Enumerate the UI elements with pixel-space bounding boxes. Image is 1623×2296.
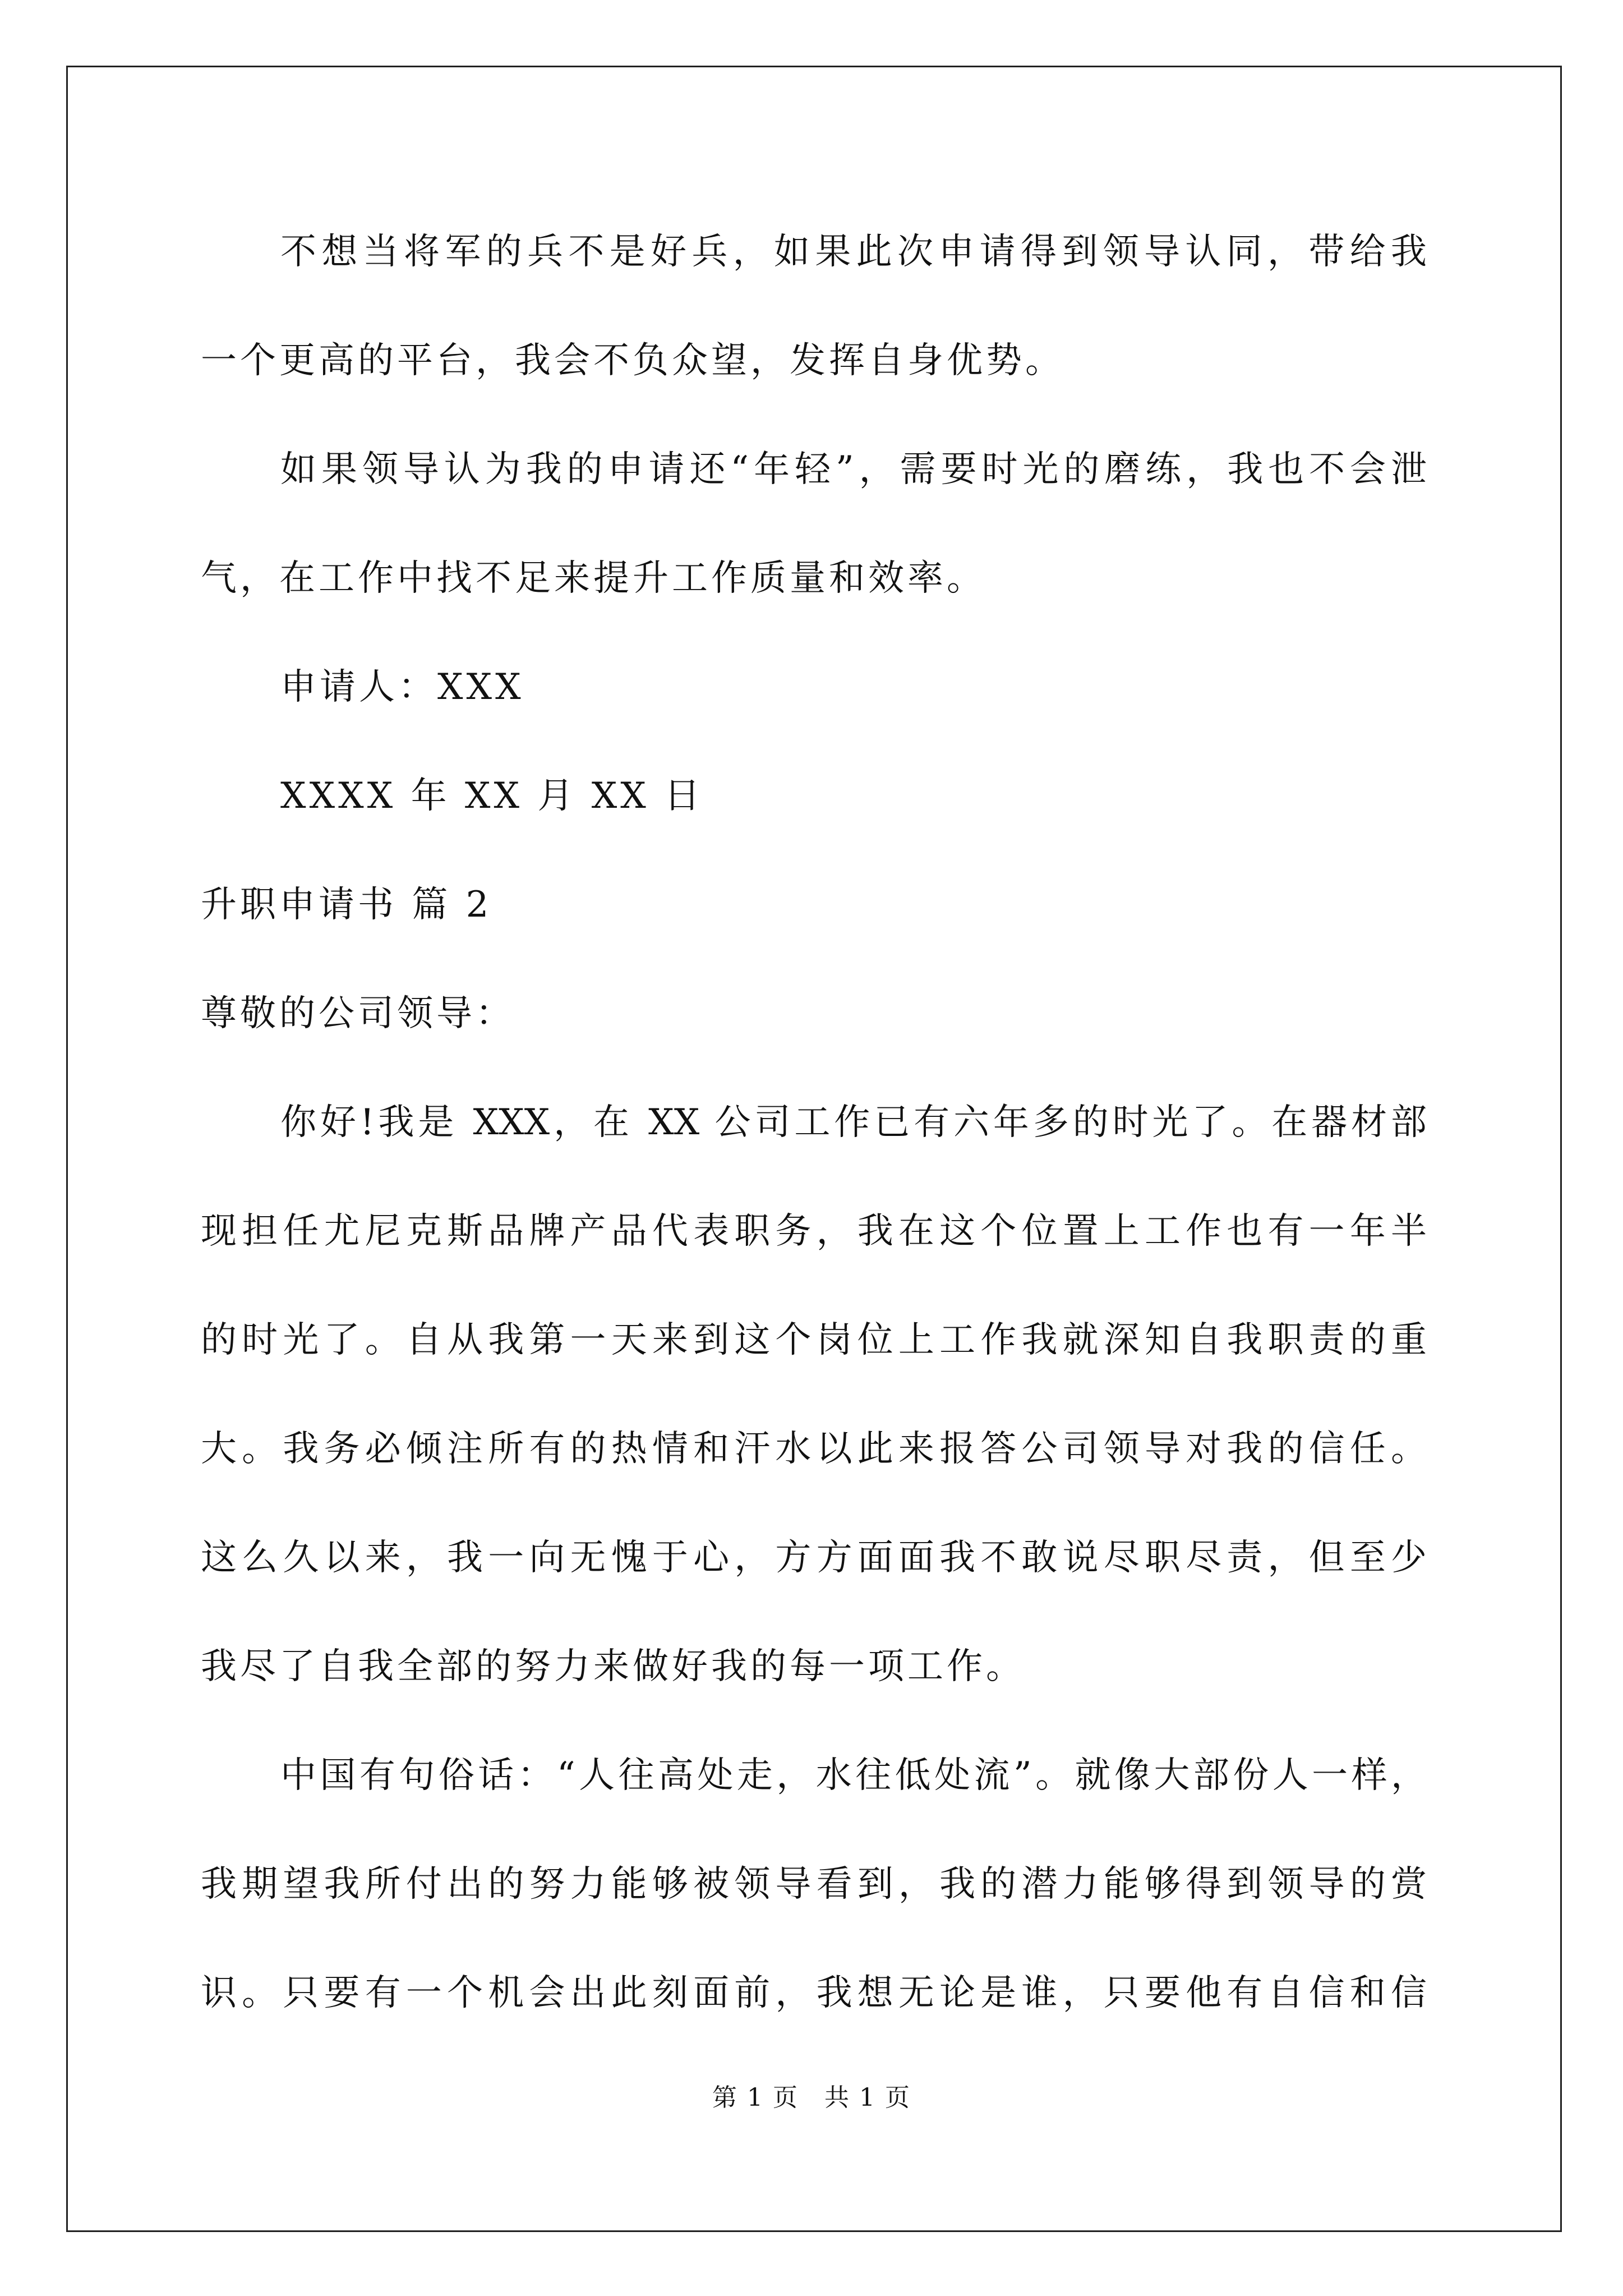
paragraph-line: 的时光了。自从我第一天来到这个岗位上工作我就深知自我职责的重 bbox=[201, 1319, 1427, 1361]
paragraph-line: 气，在工作中找不足来提升工作质量和效率。 bbox=[201, 558, 986, 599]
paragraph-line: 不想当将军的兵不是好兵，如果此次申请得到领导认同，带给我 bbox=[280, 231, 1427, 273]
paragraph-line: 现担任尤尼克斯品牌产品代表职务，我在这个位置上工作也有一年半 bbox=[201, 1211, 1427, 1252]
paragraph-line: 我尽了自我全部的努力来做好我的每一项工作。 bbox=[201, 1646, 1025, 1687]
paragraph-line: 识。只要有一个机会出此刻面前，我想无论是谁，只要他有自信和信 bbox=[201, 1972, 1427, 2014]
paragraph-line: 一个更高的平台，我会不负众望，发挥自身优势。 bbox=[201, 340, 1064, 381]
paragraph-line: 大。我务必倾注所有的热情和汗水以此来报答公司领导对我的信任。 bbox=[201, 1428, 1427, 1470]
paragraph-line: 如果领导认为我的申请还“年轻”，需要时光的磨练，我也不会泄 bbox=[280, 449, 1427, 490]
paragraph-line: 这么久以来，我一向无愧于心，方方面面我不敢说尽职尽责，但至少 bbox=[201, 1537, 1427, 1579]
paragraph-line: 中国有句俗话：“人往高处走，水往低处流”。就像大部份人一样， bbox=[280, 1755, 1427, 1796]
salutation: 尊敬的公司领导： bbox=[201, 993, 515, 1034]
paragraph-line: 我期望我所付出的努力能够被领导看到，我的潜力能够得到领导的赏 bbox=[201, 1864, 1427, 1905]
applicant-line: 申请人：XXX bbox=[280, 666, 524, 708]
page-footer: 第 1 页 共 1 页 bbox=[712, 2083, 911, 2112]
paragraph-line: 你好!我是 XXX，在 XX 公司工作已有六年多的时光了。在器材部 bbox=[280, 1102, 1427, 1143]
date-line: XXXX 年 XX 月 XX 日 bbox=[280, 775, 704, 817]
section-heading: 升职申请书 篇 2 bbox=[201, 884, 492, 926]
